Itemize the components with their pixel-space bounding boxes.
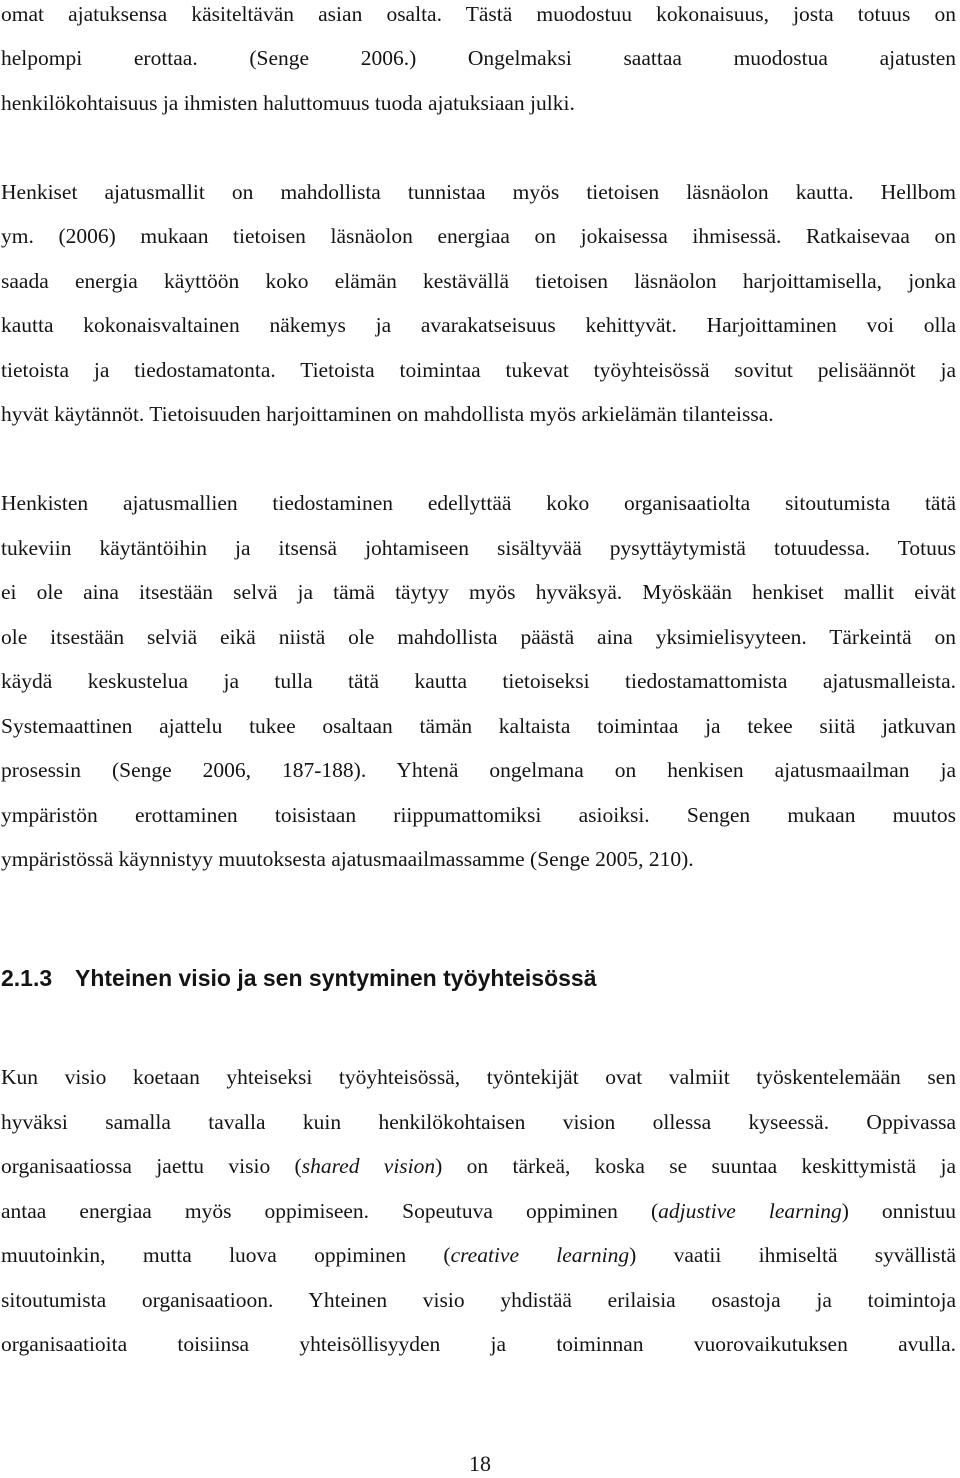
text-line: Henkisten ajatusmallien tiedostaminen edellyttää koko organisaatiolta sitoutumista tätä — [1, 491, 956, 515]
text-line — [1, 1152, 956, 1180]
text-line: organisaatioita toisiinsa yhteisöllisyyden ja toiminnan vuorovaikutuksen avulla. — [1, 1332, 956, 1356]
text-line: kautta kokonaisvaltainen näkemys ja avarakatseisuus kehittyvät. Harjoittaminen voi olla — [1, 313, 956, 337]
text-span: ) onnistuu — [841, 1199, 956, 1223]
text-line: henkilökohtaisuus ja ihmisten haluttomuus tuoda ajatuksiaan julki. — [1, 91, 575, 115]
italic-term: adjustive learning — [658, 1199, 842, 1223]
text-line: hyväksi samalla tavalla kuin henkilökohtaisen vision ollessa kyseessä. Oppivassa — [1, 1110, 956, 1134]
text-line: Systemaattinen ajattelu tukee osaltaan tämän kaltaista toimintaa ja tekee siitä jatkuvan — [1, 714, 956, 738]
section-heading — [1, 963, 597, 993]
page-number: 18 — [469, 1451, 491, 1476]
text-span: antaa energiaa myös oppimiseen. Sopeutuva oppiminen ( — [1, 1199, 659, 1223]
text-line: saada energia käyttöön koko elämän kestävällä tietoisen läsnäolon harjoittamisella, jonka — [1, 269, 956, 293]
section-title: Yhteinen visio ja sen syntyminen työyhteisössä — [75, 965, 597, 991]
text-line: ympäristön erottaminen toisistaan riippumattomiksi asioiksi. Sengen mukaan muutos — [1, 803, 956, 827]
text-line: omat ajatuksensa käsiteltävän asian osalta. Tästä muodostuu kokonaisuus, josta totuus on — [1, 2, 956, 26]
italic-term: creative learning — [450, 1243, 630, 1267]
text-line: helpompi erottaa. (Senge 2006.) Ongelmaksi saattaa muodostua ajatusten — [1, 46, 956, 70]
text-line: tietoista ja tiedostamatonta. Tietoista toimintaa tukevat työyhteisössä sovitut pelisäännöt ja — [1, 358, 956, 382]
text-line: Henkiset ajatusmallit on mahdollista tunnistaa myös tietoisen läsnäolon kautta. Hellbom — [1, 180, 956, 204]
text-line: ei ole aina itsestään selvä ja tämä täytyy myös hyväksyä. Myöskään henkiset mallit eivät — [1, 580, 956, 604]
text-line: tukeviin käytäntöihin ja itsensä johtamiseen sisältyvää pysyttäytymistä totuudessa. Totuus — [1, 536, 956, 560]
text-line: ym. (2006) mukaan tietoisen läsnäolon energiaa on jokaisessa ihmisessä. Ratkaisevaa on — [1, 224, 956, 248]
text-span: organisaatiossa jaettu visio ( — [1, 1154, 302, 1178]
text-line: ympäristössä käynnistyy muutoksesta ajatusmaailmassamme (Senge 2005, 210). — [1, 847, 694, 871]
text-span: ) on tärkeä, koska se suuntaa keskittymistä ja — [435, 1154, 956, 1178]
text-span: muutoinkin, mutta luova oppiminen ( — [1, 1243, 451, 1267]
text-line: käydä keskustelua ja tulla tätä kautta tietoiseksi tiedostamattomista ajatusmalleista. — [1, 669, 956, 693]
text-line — [1, 1197, 956, 1225]
text-line — [1, 1241, 956, 1269]
text-line: Kun visio koetaan yhteiseksi työyhteisössä, työntekijät ovat valmiit työskentelemään sen — [1, 1065, 956, 1089]
text-line: hyvät käytännöt. Tietoisuuden harjoittaminen on mahdollista myös arkielämän tilanteissa. — [1, 402, 774, 426]
text-line: ole itsestään selviä eikä niistä ole mahdollista päästä aina yksimielisyyteen. Tärkeintä on — [1, 625, 956, 649]
section-number: 2.1.3 — [1, 965, 53, 991]
text-span: ) vaatii ihmiseltä syvällistä — [629, 1243, 956, 1267]
text-line: sitoutumista organisaatioon. Yhteinen visio yhdistää erilaisia osastoja ja toimintoja — [1, 1288, 956, 1312]
text-line: prosessin (Senge 2006, 187-188). Yhtenä ongelmana on henkisen ajatusmaailman ja — [1, 758, 956, 782]
italic-term: shared vision — [301, 1154, 436, 1178]
